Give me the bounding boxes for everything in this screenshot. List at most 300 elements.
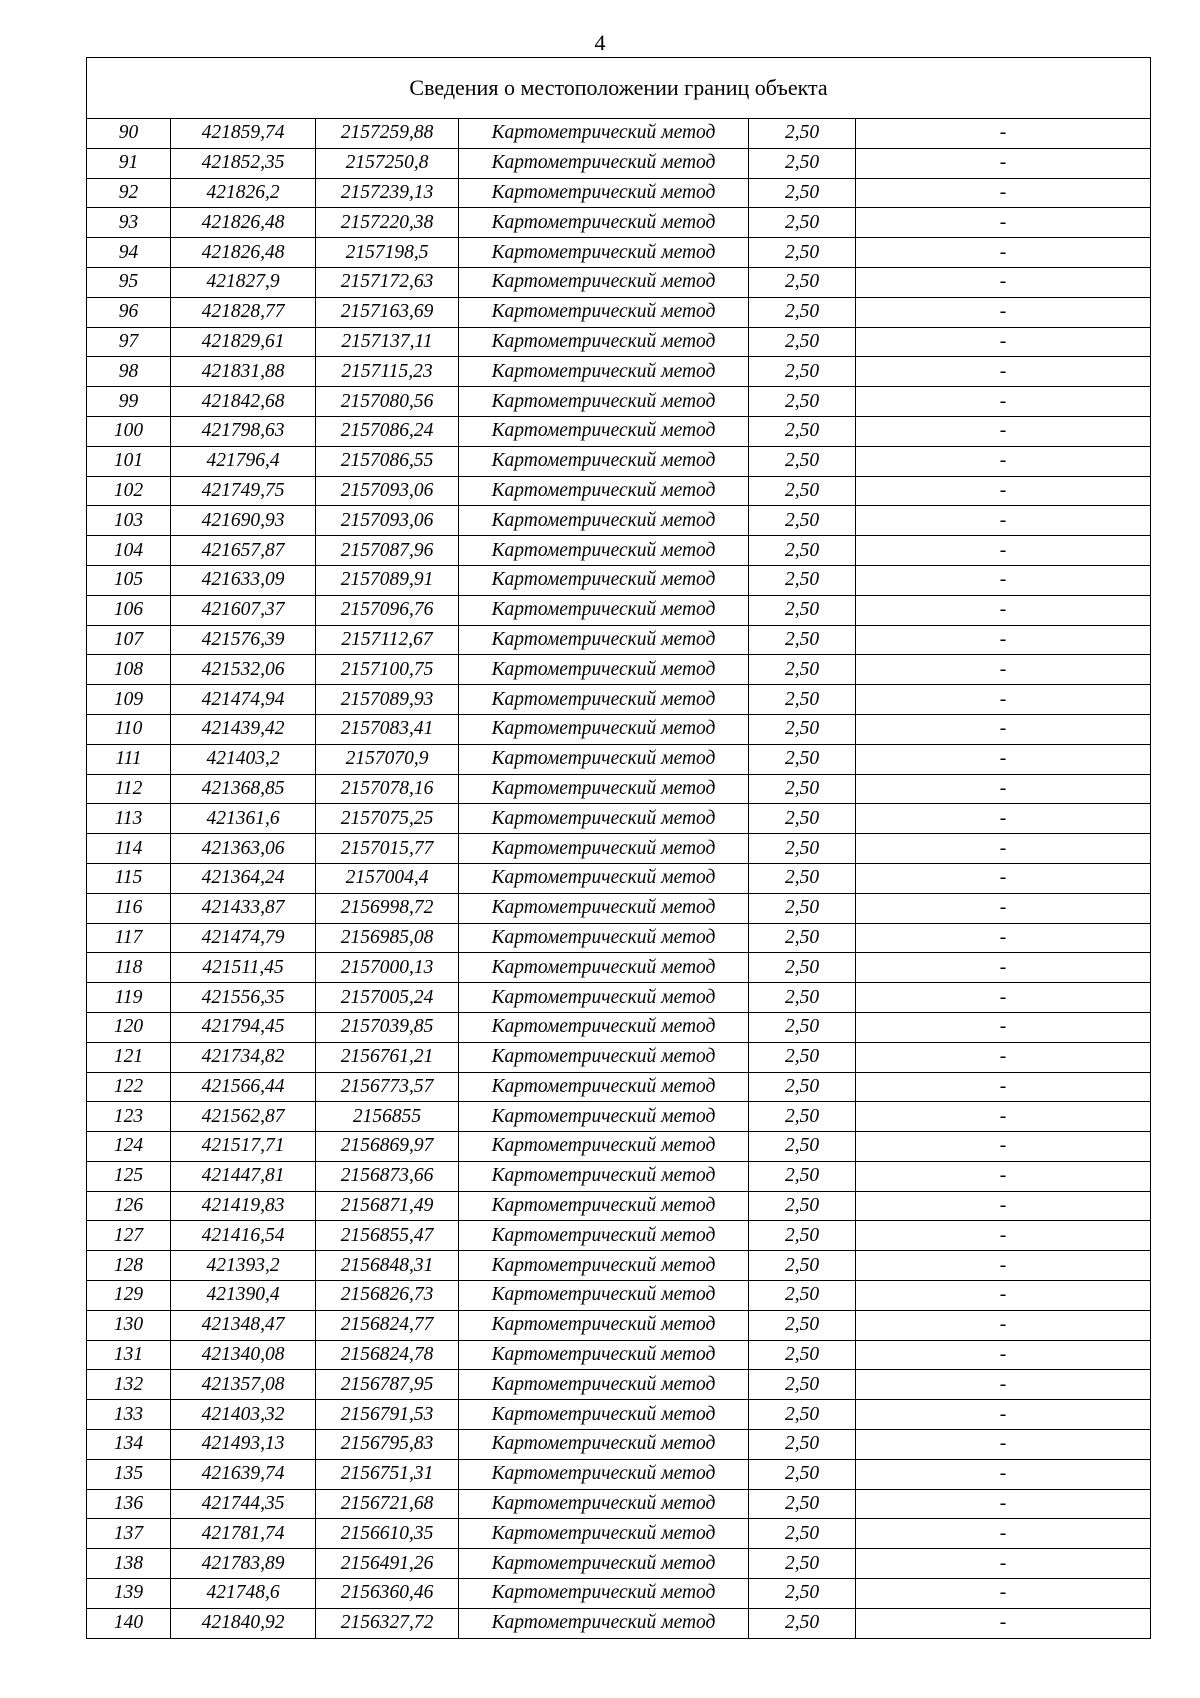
- accuracy-cell: 2,50: [749, 1072, 856, 1102]
- point-number-cell: 136: [87, 1489, 171, 1519]
- point-number-cell: 134: [87, 1430, 171, 1460]
- table-row: [87, 774, 1151, 804]
- accuracy-cell: 2,50: [749, 1608, 856, 1638]
- table-row: [87, 714, 1151, 744]
- method-cell: Картометрический метод: [459, 1370, 749, 1400]
- table-caption: Сведения о местоположении границ объекта: [87, 58, 1151, 119]
- table-row: [87, 983, 1151, 1013]
- x-coordinate-cell: 421734,82: [171, 1042, 316, 1072]
- description-cell: -: [856, 595, 1151, 625]
- y-coordinate-cell: 2156795,83: [316, 1430, 459, 1460]
- x-coordinate-cell: 421781,74: [171, 1519, 316, 1549]
- table-row: [87, 446, 1151, 476]
- point-number-cell: 135: [87, 1459, 171, 1489]
- y-coordinate-cell: 2156855,47: [316, 1221, 459, 1251]
- method-cell: Картометрический метод: [459, 1072, 749, 1102]
- table-row: [87, 893, 1151, 923]
- description-cell: -: [856, 1132, 1151, 1162]
- y-coordinate-cell: 2156848,31: [316, 1251, 459, 1281]
- method-cell: Картометрический метод: [459, 1102, 749, 1132]
- table-row: [87, 536, 1151, 566]
- method-cell: Картометрический метод: [459, 238, 749, 268]
- table-row: [87, 863, 1151, 893]
- accuracy-cell: 2,50: [749, 1549, 856, 1579]
- accuracy-cell: 2,50: [749, 387, 856, 417]
- x-coordinate-cell: 421447,81: [171, 1161, 316, 1191]
- method-cell: Картометрический метод: [459, 1608, 749, 1638]
- method-cell: Картометрический метод: [459, 714, 749, 744]
- description-cell: -: [856, 744, 1151, 774]
- x-coordinate-cell: 421657,87: [171, 536, 316, 566]
- table-row: [87, 387, 1151, 417]
- method-cell: Картометрический метод: [459, 625, 749, 655]
- point-number-cell: 125: [87, 1161, 171, 1191]
- y-coordinate-cell: 2157015,77: [316, 834, 459, 864]
- description-cell: -: [856, 1519, 1151, 1549]
- accuracy-cell: 2,50: [749, 1489, 856, 1519]
- table-row: [87, 1072, 1151, 1102]
- y-coordinate-cell: 2156869,97: [316, 1132, 459, 1162]
- table-body: [87, 119, 1151, 1639]
- method-cell: Картометрический метод: [459, 327, 749, 357]
- x-coordinate-cell: 421796,4: [171, 446, 316, 476]
- method-cell: Картометрический метод: [459, 893, 749, 923]
- accuracy-cell: 2,50: [749, 804, 856, 834]
- accuracy-cell: 2,50: [749, 297, 856, 327]
- description-cell: -: [856, 1459, 1151, 1489]
- method-cell: Картометрический метод: [459, 1161, 749, 1191]
- method-cell: Картометрический метод: [459, 1221, 749, 1251]
- y-coordinate-cell: 2156824,77: [316, 1310, 459, 1340]
- description-cell: -: [856, 1191, 1151, 1221]
- table-row: [87, 1102, 1151, 1132]
- point-number-cell: 104: [87, 536, 171, 566]
- point-number-cell: 99: [87, 387, 171, 417]
- y-coordinate-cell: 2156873,66: [316, 1161, 459, 1191]
- x-coordinate-cell: 421826,2: [171, 178, 316, 208]
- table-row: [87, 178, 1151, 208]
- description-cell: -: [856, 327, 1151, 357]
- accuracy-cell: 2,50: [749, 238, 856, 268]
- x-coordinate-cell: 421363,06: [171, 834, 316, 864]
- point-number-cell: 119: [87, 983, 171, 1013]
- accuracy-cell: 2,50: [749, 744, 856, 774]
- accuracy-cell: 2,50: [749, 536, 856, 566]
- method-cell: Картометрический метод: [459, 834, 749, 864]
- x-coordinate-cell: 421827,9: [171, 267, 316, 297]
- page-number: 4: [594, 30, 606, 55]
- accuracy-cell: 2,50: [749, 1221, 856, 1251]
- accuracy-cell: 2,50: [749, 1161, 856, 1191]
- method-cell: Картометрический метод: [459, 1132, 749, 1162]
- y-coordinate-cell: 2157089,91: [316, 565, 459, 595]
- method-cell: Картометрический метод: [459, 1519, 749, 1549]
- description-cell: -: [856, 1579, 1151, 1609]
- description-cell: -: [856, 655, 1151, 685]
- accuracy-cell: 2,50: [749, 863, 856, 893]
- description-cell: -: [856, 1400, 1151, 1430]
- description-cell: -: [856, 446, 1151, 476]
- y-coordinate-cell: 2156985,08: [316, 923, 459, 953]
- description-cell: -: [856, 476, 1151, 506]
- table-row: [87, 1370, 1151, 1400]
- accuracy-cell: 2,50: [749, 119, 856, 149]
- method-cell: Картометрический метод: [459, 1579, 749, 1609]
- point-number-cell: 93: [87, 208, 171, 238]
- y-coordinate-cell: 2156826,73: [316, 1281, 459, 1311]
- x-coordinate-cell: 421607,37: [171, 595, 316, 625]
- description-cell: -: [856, 506, 1151, 536]
- point-number-cell: 129: [87, 1281, 171, 1311]
- table-row: [87, 625, 1151, 655]
- description-cell: -: [856, 387, 1151, 417]
- point-number-cell: 111: [87, 744, 171, 774]
- y-coordinate-cell: 2156773,57: [316, 1072, 459, 1102]
- x-coordinate-cell: 421393,2: [171, 1251, 316, 1281]
- point-number-cell: 114: [87, 834, 171, 864]
- table-row: [87, 565, 1151, 595]
- table-row: [87, 357, 1151, 387]
- y-coordinate-cell: 2156327,72: [316, 1608, 459, 1638]
- description-cell: -: [856, 714, 1151, 744]
- point-number-cell: 94: [87, 238, 171, 268]
- y-coordinate-cell: 2157172,63: [316, 267, 459, 297]
- x-coordinate-cell: 421828,77: [171, 297, 316, 327]
- y-coordinate-cell: 2157100,75: [316, 655, 459, 685]
- x-coordinate-cell: 421532,06: [171, 655, 316, 685]
- point-number-cell: 118: [87, 953, 171, 983]
- x-coordinate-cell: 421361,6: [171, 804, 316, 834]
- method-cell: Картометрический метод: [459, 297, 749, 327]
- table-row: [87, 923, 1151, 953]
- accuracy-cell: 2,50: [749, 506, 856, 536]
- accuracy-cell: 2,50: [749, 1191, 856, 1221]
- point-number-cell: 105: [87, 565, 171, 595]
- point-number-cell: 127: [87, 1221, 171, 1251]
- table-row: [87, 297, 1151, 327]
- method-cell: Картометрический метод: [459, 565, 749, 595]
- table-row: [87, 953, 1151, 983]
- x-coordinate-cell: 421826,48: [171, 208, 316, 238]
- x-coordinate-cell: 421493,13: [171, 1430, 316, 1460]
- point-number-cell: 116: [87, 893, 171, 923]
- method-cell: Картометрический метод: [459, 953, 749, 983]
- point-number-cell: 138: [87, 1549, 171, 1579]
- x-coordinate-cell: 421556,35: [171, 983, 316, 1013]
- accuracy-cell: 2,50: [749, 714, 856, 744]
- y-coordinate-cell: 2157086,55: [316, 446, 459, 476]
- point-number-cell: 95: [87, 267, 171, 297]
- point-number-cell: 112: [87, 774, 171, 804]
- description-cell: -: [856, 267, 1151, 297]
- point-number-cell: 90: [87, 119, 171, 149]
- description-cell: -: [856, 1012, 1151, 1042]
- table-row: [87, 1400, 1151, 1430]
- y-coordinate-cell: 2157080,56: [316, 387, 459, 417]
- accuracy-cell: 2,50: [749, 1281, 856, 1311]
- point-number-cell: 100: [87, 416, 171, 446]
- description-cell: -: [856, 983, 1151, 1013]
- x-coordinate-cell: 421840,92: [171, 1608, 316, 1638]
- accuracy-cell: 2,50: [749, 565, 856, 595]
- method-cell: Картометрический метод: [459, 774, 749, 804]
- y-coordinate-cell: 2157005,24: [316, 983, 459, 1013]
- accuracy-cell: 2,50: [749, 893, 856, 923]
- y-coordinate-cell: 2157220,38: [316, 208, 459, 238]
- point-number-cell: 120: [87, 1012, 171, 1042]
- y-coordinate-cell: 2157093,06: [316, 476, 459, 506]
- description-cell: -: [856, 893, 1151, 923]
- x-coordinate-cell: 421403,32: [171, 1400, 316, 1430]
- x-coordinate-cell: 421517,71: [171, 1132, 316, 1162]
- x-coordinate-cell: 421511,45: [171, 953, 316, 983]
- accuracy-cell: 2,50: [749, 1579, 856, 1609]
- table-row: [87, 1608, 1151, 1638]
- x-coordinate-cell: 421368,85: [171, 774, 316, 804]
- accuracy-cell: 2,50: [749, 685, 856, 715]
- point-number-cell: 133: [87, 1400, 171, 1430]
- point-number-cell: 91: [87, 148, 171, 178]
- point-number-cell: 139: [87, 1579, 171, 1609]
- description-cell: -: [856, 863, 1151, 893]
- method-cell: Картометрический метод: [459, 267, 749, 297]
- point-number-cell: 97: [87, 327, 171, 357]
- description-cell: -: [856, 774, 1151, 804]
- accuracy-cell: 2,50: [749, 1400, 856, 1430]
- method-cell: Картометрический метод: [459, 476, 749, 506]
- accuracy-cell: 2,50: [749, 1042, 856, 1072]
- point-number-cell: 126: [87, 1191, 171, 1221]
- description-cell: -: [856, 1221, 1151, 1251]
- y-coordinate-cell: 2156855: [316, 1102, 459, 1132]
- x-coordinate-cell: 421416,54: [171, 1221, 316, 1251]
- method-cell: Картометрический метод: [459, 1430, 749, 1460]
- method-cell: Картометрический метод: [459, 685, 749, 715]
- table-row: [87, 1310, 1151, 1340]
- description-cell: -: [856, 953, 1151, 983]
- method-cell: Картометрический метод: [459, 1191, 749, 1221]
- table-row: [87, 1221, 1151, 1251]
- table-row: [87, 1012, 1151, 1042]
- y-coordinate-cell: 2156751,31: [316, 1459, 459, 1489]
- y-coordinate-cell: 2156787,95: [316, 1370, 459, 1400]
- y-coordinate-cell: 2156610,35: [316, 1519, 459, 1549]
- point-number-cell: 122: [87, 1072, 171, 1102]
- x-coordinate-cell: 421576,39: [171, 625, 316, 655]
- accuracy-cell: 2,50: [749, 834, 856, 864]
- method-cell: Картометрический метод: [459, 863, 749, 893]
- y-coordinate-cell: 2157083,41: [316, 714, 459, 744]
- y-coordinate-cell: 2157093,06: [316, 506, 459, 536]
- accuracy-cell: 2,50: [749, 1132, 856, 1162]
- y-coordinate-cell: 2157115,23: [316, 357, 459, 387]
- point-number-cell: 124: [87, 1132, 171, 1162]
- method-cell: Картометрический метод: [459, 1012, 749, 1042]
- x-coordinate-cell: 421340,08: [171, 1340, 316, 1370]
- y-coordinate-cell: 2157096,76: [316, 595, 459, 625]
- point-number-cell: 132: [87, 1370, 171, 1400]
- description-cell: -: [856, 1042, 1151, 1072]
- y-coordinate-cell: 2157004,4: [316, 863, 459, 893]
- accuracy-cell: 2,50: [749, 327, 856, 357]
- point-number-cell: 98: [87, 357, 171, 387]
- method-cell: Картометрический метод: [459, 1310, 749, 1340]
- y-coordinate-cell: 2156761,21: [316, 1042, 459, 1072]
- accuracy-cell: 2,50: [749, 1430, 856, 1460]
- accuracy-cell: 2,50: [749, 1519, 856, 1549]
- point-number-cell: 131: [87, 1340, 171, 1370]
- boundary-coordinates-table: [86, 57, 1151, 1639]
- x-coordinate-cell: 421562,87: [171, 1102, 316, 1132]
- table-row: [87, 267, 1151, 297]
- x-coordinate-cell: 421798,63: [171, 416, 316, 446]
- method-cell: Картометрический метод: [459, 655, 749, 685]
- method-cell: Картометрический метод: [459, 1549, 749, 1579]
- y-coordinate-cell: 2157137,11: [316, 327, 459, 357]
- method-cell: Картометрический метод: [459, 1400, 749, 1430]
- point-number-cell: 137: [87, 1519, 171, 1549]
- x-coordinate-cell: 421829,61: [171, 327, 316, 357]
- table-row: [87, 1042, 1151, 1072]
- accuracy-cell: 2,50: [749, 774, 856, 804]
- y-coordinate-cell: 2157070,9: [316, 744, 459, 774]
- table-row: [87, 148, 1151, 178]
- y-coordinate-cell: 2157239,13: [316, 178, 459, 208]
- description-cell: -: [856, 1549, 1151, 1579]
- y-coordinate-cell: 2156791,53: [316, 1400, 459, 1430]
- table-row: [87, 1459, 1151, 1489]
- accuracy-cell: 2,50: [749, 1340, 856, 1370]
- x-coordinate-cell: 421357,08: [171, 1370, 316, 1400]
- accuracy-cell: 2,50: [749, 1370, 856, 1400]
- point-number-cell: 103: [87, 506, 171, 536]
- point-number-cell: 102: [87, 476, 171, 506]
- table-row: [87, 327, 1151, 357]
- table-row: [87, 595, 1151, 625]
- point-number-cell: 108: [87, 655, 171, 685]
- accuracy-cell: 2,50: [749, 416, 856, 446]
- y-coordinate-cell: 2157086,24: [316, 416, 459, 446]
- accuracy-cell: 2,50: [749, 953, 856, 983]
- y-coordinate-cell: 2157078,16: [316, 774, 459, 804]
- x-coordinate-cell: 421348,47: [171, 1310, 316, 1340]
- table-row: [87, 1132, 1151, 1162]
- description-cell: -: [856, 297, 1151, 327]
- method-cell: Картометрический метод: [459, 804, 749, 834]
- description-cell: -: [856, 834, 1151, 864]
- description-cell: -: [856, 1370, 1151, 1400]
- point-number-cell: 121: [87, 1042, 171, 1072]
- x-coordinate-cell: 421439,42: [171, 714, 316, 744]
- x-coordinate-cell: 421390,4: [171, 1281, 316, 1311]
- method-cell: Картометрический метод: [459, 1281, 749, 1311]
- accuracy-cell: 2,50: [749, 178, 856, 208]
- x-coordinate-cell: 421831,88: [171, 357, 316, 387]
- description-cell: -: [856, 1102, 1151, 1132]
- description-cell: -: [856, 923, 1151, 953]
- description-cell: -: [856, 1251, 1151, 1281]
- table-row: [87, 208, 1151, 238]
- method-cell: Картометрический метод: [459, 387, 749, 417]
- description-cell: -: [856, 208, 1151, 238]
- accuracy-cell: 2,50: [749, 923, 856, 953]
- description-cell: -: [856, 625, 1151, 655]
- method-cell: Картометрический метод: [459, 119, 749, 149]
- method-cell: Картометрический метод: [459, 506, 749, 536]
- table-row: [87, 834, 1151, 864]
- description-cell: -: [856, 1489, 1151, 1519]
- table-row: [87, 744, 1151, 774]
- x-coordinate-cell: 421749,75: [171, 476, 316, 506]
- accuracy-cell: 2,50: [749, 476, 856, 506]
- table-row: [87, 119, 1151, 149]
- y-coordinate-cell: 2157112,67: [316, 625, 459, 655]
- method-cell: Картометрический метод: [459, 357, 749, 387]
- table-row: [87, 1519, 1151, 1549]
- method-cell: Картометрический метод: [459, 1042, 749, 1072]
- point-number-cell: 140: [87, 1608, 171, 1638]
- point-number-cell: 106: [87, 595, 171, 625]
- description-cell: -: [856, 804, 1151, 834]
- y-coordinate-cell: 2157259,88: [316, 119, 459, 149]
- accuracy-cell: 2,50: [749, 1310, 856, 1340]
- accuracy-cell: 2,50: [749, 446, 856, 476]
- point-number-cell: 128: [87, 1251, 171, 1281]
- table-caption-row: [87, 58, 1151, 119]
- x-coordinate-cell: 421633,09: [171, 565, 316, 595]
- method-cell: Картометрический метод: [459, 595, 749, 625]
- x-coordinate-cell: 421783,89: [171, 1549, 316, 1579]
- description-cell: -: [856, 1072, 1151, 1102]
- accuracy-cell: 2,50: [749, 983, 856, 1013]
- method-cell: Картометрический метод: [459, 1459, 749, 1489]
- description-cell: -: [856, 119, 1151, 149]
- table-row: [87, 1430, 1151, 1460]
- point-number-cell: 123: [87, 1102, 171, 1132]
- method-cell: Картометрический метод: [459, 178, 749, 208]
- method-cell: Картометрический метод: [459, 416, 749, 446]
- table-row: [87, 416, 1151, 446]
- method-cell: Картометрический метод: [459, 983, 749, 1013]
- description-cell: -: [856, 1608, 1151, 1638]
- x-coordinate-cell: 421690,93: [171, 506, 316, 536]
- table-row: [87, 506, 1151, 536]
- point-number-cell: 117: [87, 923, 171, 953]
- table-row: [87, 804, 1151, 834]
- method-cell: Картометрический метод: [459, 1489, 749, 1519]
- accuracy-cell: 2,50: [749, 208, 856, 238]
- point-number-cell: 110: [87, 714, 171, 744]
- x-coordinate-cell: 421744,35: [171, 1489, 316, 1519]
- y-coordinate-cell: 2157087,96: [316, 536, 459, 566]
- description-cell: -: [856, 536, 1151, 566]
- y-coordinate-cell: 2156491,26: [316, 1549, 459, 1579]
- accuracy-cell: 2,50: [749, 1459, 856, 1489]
- y-coordinate-cell: 2157198,5: [316, 238, 459, 268]
- point-number-cell: 109: [87, 685, 171, 715]
- description-cell: -: [856, 416, 1151, 446]
- description-cell: -: [856, 565, 1151, 595]
- x-coordinate-cell: 421419,83: [171, 1191, 316, 1221]
- accuracy-cell: 2,50: [749, 1102, 856, 1132]
- description-cell: -: [856, 1310, 1151, 1340]
- x-coordinate-cell: 421566,44: [171, 1072, 316, 1102]
- accuracy-cell: 2,50: [749, 267, 856, 297]
- table-row: [87, 1579, 1151, 1609]
- y-coordinate-cell: 2157075,25: [316, 804, 459, 834]
- y-coordinate-cell: 2157163,69: [316, 297, 459, 327]
- method-cell: Картометрический метод: [459, 148, 749, 178]
